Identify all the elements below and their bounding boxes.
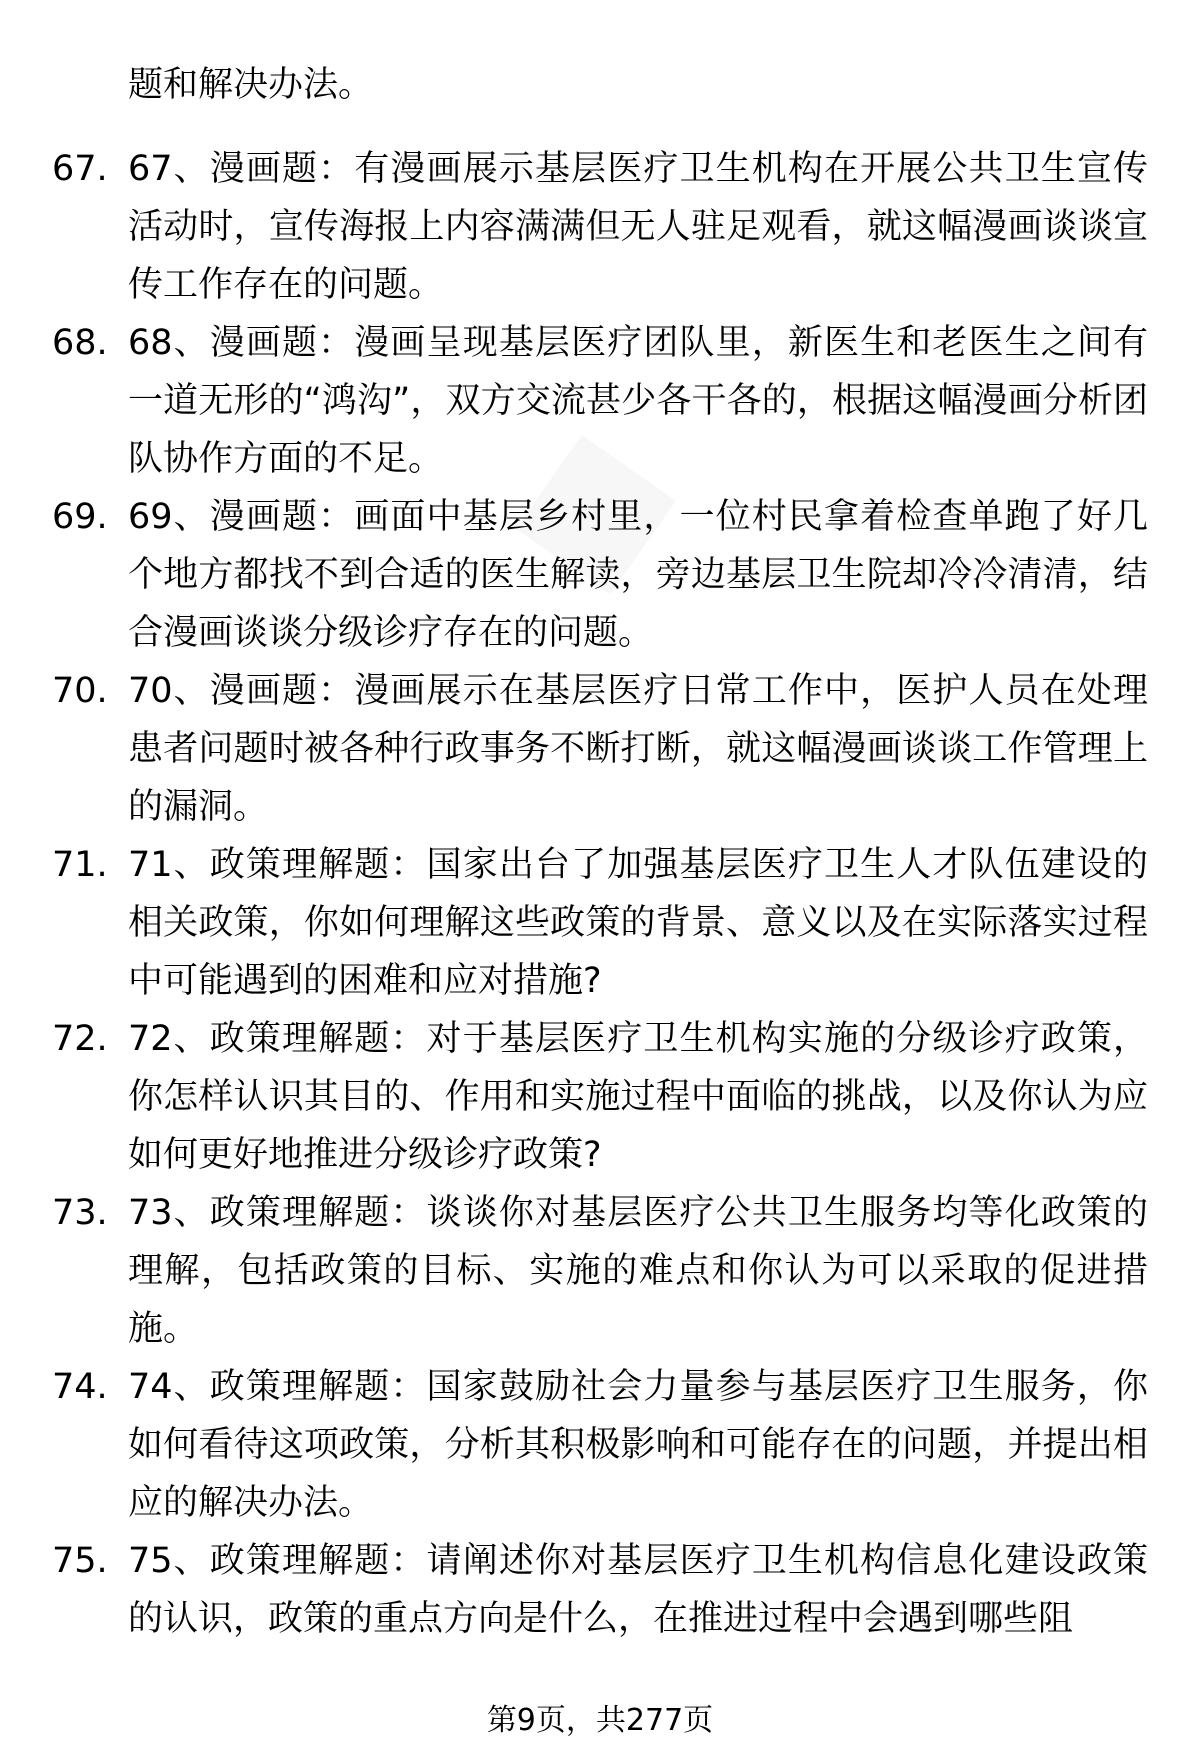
question-number: 69.: [52, 497, 108, 537]
question-text: 68、漫画题：漫画呈现基层医疗团队里，新医生和老医生之间有一道无形的“鸿沟”，双方交流甚少各干各的，根据这幅漫画分析团队协作方面的不足。: [128, 323, 1148, 479]
question-number: 71.: [52, 845, 108, 885]
question-item-69: [0, 488, 1200, 659]
question-item-67: [0, 140, 1200, 311]
question-text: 67、漫画题：有漫画展示基层医疗卫生机构在开展公共卫生宣传活动时，宣传海报上内容满满但无人驻足观看，就这幅漫画谈谈宣传工作存在的问题。: [128, 149, 1148, 305]
question-text: 73、政策理解题：谈谈你对基层医疗公共卫生服务均等化政策的理解，包括政策的目标、实施的难点和你认为可以采取的促进措施。: [128, 1193, 1148, 1349]
question-item-70: [0, 662, 1200, 833]
question-number: 70.: [52, 671, 108, 711]
question-item-68: [0, 314, 1200, 485]
question-number: 68.: [52, 323, 108, 363]
question-item-71: [0, 836, 1200, 1007]
continuation-text: 题和解决办法。: [128, 65, 374, 105]
question-item-74: [0, 1358, 1200, 1529]
question-number: 74.: [52, 1367, 108, 1407]
question-text: 70、漫画题：漫画展示在基层医疗日常工作中，医护人员在处理患者问题时被各种行政事务不断打断，就这幅漫画谈谈工作管理上的漏洞。: [128, 671, 1148, 827]
question-text: 72、政策理解题：对于基层医疗卫生机构实施的分级诊疗政策，你怎样认识其目的、作用和实施过程中面临的挑战，以及你认为应如何更好地推进分级诊疗政策?: [128, 1019, 1148, 1175]
question-number: 72.: [52, 1019, 108, 1059]
question-list: [0, 140, 1200, 1706]
page-footer: 第9页，共277页: [486, 1703, 714, 1738]
question-text: 74、政策理解题：国家鼓励社会力量参与基层医疗卫生服务，你如何看待这项政策，分析其积极影响和可能存在的问题，并提出相应的解决办法。: [128, 1367, 1148, 1523]
question-item-72: [0, 1010, 1200, 1181]
question-text: 71、政策理解题：国家出台了加强基层医疗卫生人才队伍建设的相关政策，你如何理解这些政策的背景、意义以及在实际落实过程中可能遇到的困难和应对措施?: [128, 845, 1148, 1001]
question-text: 75、政策理解题：请阐述你对基层医疗卫生机构信息化建设政策的认识，政策的重点方向是什么，在推进过程中会遇到哪些阻: [128, 1541, 1148, 1639]
question-item-75: [0, 1532, 1200, 1703]
question-number: 73.: [52, 1193, 108, 1233]
question-text: 69、漫画题：画面中基层乡村里，一位村民拿着检查单跑了好几个地方都找不到合适的医生解读，旁边基层卫生院却冷冷清清，结合漫画谈谈分级诊疗存在的问题。: [128, 497, 1148, 653]
question-item-73: [0, 1184, 1200, 1355]
question-number: 67.: [52, 149, 108, 189]
watermark: ■: [474, 399, 699, 616]
question-number: 75.: [52, 1541, 108, 1581]
